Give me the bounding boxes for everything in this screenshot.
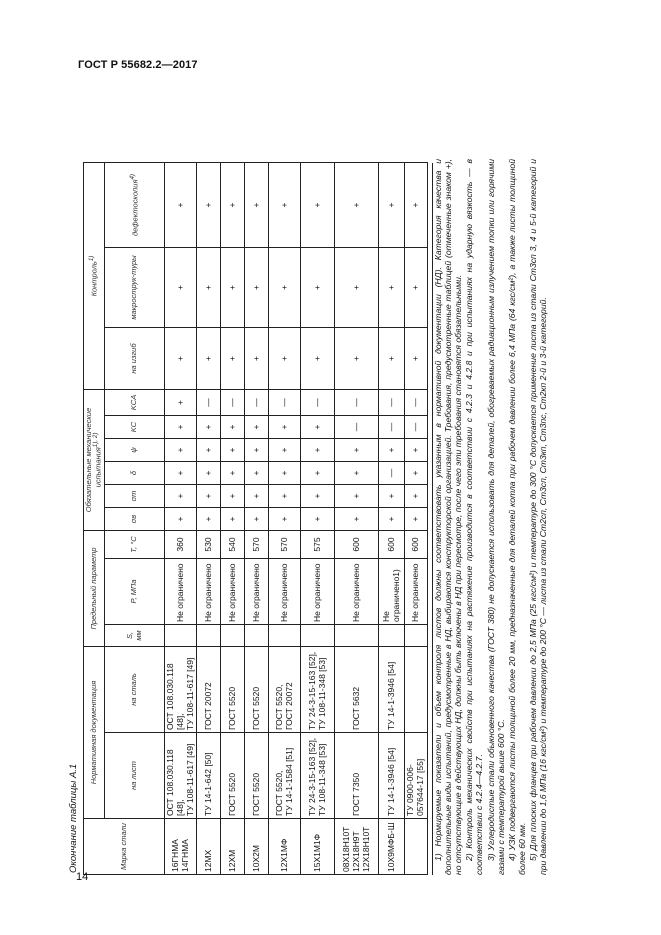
- cell-kca: —: [379, 390, 405, 416]
- cell-macro: +: [379, 248, 405, 328]
- cell-kc: +: [165, 416, 197, 439]
- cell-sv: +: [301, 508, 335, 531]
- table-row: [197, 163, 221, 875]
- document-code: ГОСТ Р 55682.2—2017: [78, 59, 198, 71]
- cell-st: +: [165, 485, 197, 508]
- cell-psi: +: [405, 439, 428, 462]
- cell-st: +: [245, 485, 269, 508]
- cell-sv: +: [197, 508, 221, 531]
- cell-t: 600: [335, 531, 379, 559]
- col-s: S, мм: [105, 625, 165, 647]
- cell-st: +: [197, 485, 221, 508]
- col-st: σт: [105, 485, 165, 508]
- cell-sheet: ГОСТ 5520: [221, 733, 245, 819]
- cell-sv: +: [335, 508, 379, 531]
- cell-p: Не ограничено: [245, 559, 269, 625]
- table-row: [221, 163, 245, 875]
- cell-t: 575: [301, 531, 335, 559]
- cell-steel: ГОСТ 5520, ГОСТ 20072: [269, 647, 301, 733]
- cell-t: 570: [245, 531, 269, 559]
- cell-bend: +: [405, 328, 428, 390]
- cell-grade: 16ГНМА 14ГНМА: [165, 819, 197, 875]
- cell-steel: ГОСТ 5520: [245, 647, 269, 733]
- cell-sv: +: [405, 508, 428, 531]
- cell-defect: +: [269, 163, 301, 248]
- footnote: 3) Углеродистые стали обыкновенного качества (ГОСТ 380) не допускается использовать для деталей, обогреваемых радиационным излучением топки или горячими газами с температурой выше 600 °С.: [485, 159, 506, 875]
- notes-list: [433, 159, 549, 875]
- cell-kc: —: [379, 416, 405, 439]
- col-defect: [105, 163, 165, 248]
- cell-steel: ГОСТ 20072: [197, 647, 221, 733]
- cell-bend: +: [165, 328, 197, 390]
- cell-kca: —: [197, 390, 221, 416]
- cell-kca: —: [269, 390, 301, 416]
- cell-macro: +: [335, 248, 379, 328]
- cell-sheet: ТУ 14-1-642 [50]: [197, 733, 221, 819]
- cell-t: 600: [379, 531, 405, 559]
- cell-grade: 10Х9МФБ-Ш: [379, 819, 405, 875]
- cell-psi: +: [379, 439, 405, 462]
- control-label: Контроль: [89, 261, 99, 297]
- cell-p: Не ограничено: [301, 559, 335, 625]
- cell-psi: +: [221, 439, 245, 462]
- cell-s: [379, 625, 405, 647]
- col-kc: KC: [105, 416, 165, 439]
- cell-kca: —: [221, 390, 245, 416]
- cell-grade: 10Х2М: [245, 819, 269, 875]
- cell-kc: +: [245, 416, 269, 439]
- cell-d: +: [301, 462, 335, 485]
- cell-sheet: ТУ 0900-006-057644-17 [55]: [405, 733, 428, 819]
- cell-st: +: [335, 485, 379, 508]
- cell-bend: +: [269, 328, 301, 390]
- col-t: T, °C: [105, 531, 165, 559]
- cell-s: [221, 625, 245, 647]
- col-normdoc: Нормативная документация: [84, 647, 105, 819]
- cell-macro: +: [165, 248, 197, 328]
- cell-s: [165, 625, 197, 647]
- footnotes: [432, 159, 549, 875]
- cell-steel: ГОСТ 5632: [335, 647, 379, 733]
- defect-label: дефектоскопия: [130, 179, 140, 237]
- cell-psi: +: [245, 439, 269, 462]
- defect-sup: 4): [128, 173, 136, 180]
- cell-kca: +: [165, 390, 197, 416]
- cell-kc: +: [197, 416, 221, 439]
- cell-sheet: ОСТ 108.030.118 [48], ТУ 108-11-617 [49]: [165, 733, 197, 819]
- cell-defect: +: [379, 163, 405, 248]
- cell-grade: 12МХ: [197, 819, 221, 875]
- col-limit: Предельный параметр: [84, 531, 105, 647]
- footnote: 2) Контроль механических свойств при испытаниях на растяжение производится в соответствии с 4.2.3 и 4.2.8 и при испытаниях на ударную вязкость — в соответствии с 4.2.4—4.2.7.: [464, 159, 485, 875]
- cell-kc: +: [221, 416, 245, 439]
- cell-t: 570: [269, 531, 301, 559]
- mech-sup: 1), 2): [92, 432, 100, 448]
- cell-p: Не ограничено: [335, 559, 379, 625]
- cell-d: —: [379, 462, 405, 485]
- cell-st: +: [379, 485, 405, 508]
- cell-defect: +: [197, 163, 221, 248]
- cell-sv: +: [245, 508, 269, 531]
- cell-bend: +: [379, 328, 405, 390]
- cell-p: Не ограничено: [269, 559, 301, 625]
- cell-s: [405, 625, 428, 647]
- cell-bend: +: [221, 328, 245, 390]
- cell-steel: [405, 647, 428, 733]
- cell-kc: —: [405, 416, 428, 439]
- col-on-sheet: на лист: [105, 733, 165, 819]
- table-caption: Окончание таблицы А.1: [68, 763, 79, 873]
- cell-defect: +: [301, 163, 335, 248]
- cell-d: +: [245, 462, 269, 485]
- col-psi: ψ: [105, 439, 165, 462]
- cell-grade: [405, 819, 428, 875]
- footnote: 4) УЗК подвергаются листы толщиной более 20 мм, предназначенные для деталей котла при рабочем давлении более 6,4 МПа (64 кгс/см²), а также листы толщиной более 60 мм.: [506, 159, 527, 875]
- col-on-steel: на сталь: [105, 647, 165, 733]
- table-row: [335, 163, 379, 875]
- cell-steel: ТУ 14-1-3946 [54]: [379, 647, 405, 733]
- page-number: 14: [76, 871, 89, 883]
- table-row: [165, 163, 197, 875]
- table-row: [301, 163, 335, 875]
- cell-kca: —: [335, 390, 379, 416]
- cell-s: [197, 625, 221, 647]
- table-row: [379, 163, 405, 875]
- cell-kc: +: [269, 416, 301, 439]
- cell-st: +: [405, 485, 428, 508]
- cell-st: +: [301, 485, 335, 508]
- col-mech: [84, 390, 105, 531]
- rotated-page-content: [68, 95, 590, 875]
- cell-d: +: [197, 462, 221, 485]
- col-delta: δ: [105, 462, 165, 485]
- cell-psi: +: [165, 439, 197, 462]
- table-row: [269, 163, 301, 875]
- cell-steel: ГОСТ 5520: [221, 647, 245, 733]
- mech-label: Обязательные механические испытания: [84, 407, 103, 513]
- col-bend: на изгиб: [105, 328, 165, 390]
- cell-defect: +: [335, 163, 379, 248]
- cell-d: +: [221, 462, 245, 485]
- col-sv: σв: [105, 508, 165, 531]
- cell-sheet: ГОСТ 5520: [245, 733, 269, 819]
- cell-p: Не ограничено1): [379, 559, 405, 625]
- cell-macro: +: [245, 248, 269, 328]
- cell-kca: —: [405, 390, 428, 416]
- table-body: [165, 163, 428, 875]
- cell-t: 530: [197, 531, 221, 559]
- cell-st: +: [269, 485, 301, 508]
- cell-bend: +: [301, 328, 335, 390]
- cell-d: +: [269, 462, 301, 485]
- col-macro: макрострук-туры: [105, 248, 165, 328]
- cell-sv: +: [221, 508, 245, 531]
- cell-st: +: [221, 485, 245, 508]
- cell-sheet: ГОСТ 5520, ТУ 14-1-1584 [51]: [269, 733, 301, 819]
- cell-macro: +: [301, 248, 335, 328]
- cell-defect: +: [245, 163, 269, 248]
- cell-macro: +: [405, 248, 428, 328]
- cell-macro: +: [269, 248, 301, 328]
- cell-p: Не ограничено: [165, 559, 197, 625]
- cell-d: +: [335, 462, 379, 485]
- cell-defect: +: [165, 163, 197, 248]
- cell-bend: +: [197, 328, 221, 390]
- cell-kc: +: [301, 416, 335, 439]
- cell-t: 540: [221, 531, 245, 559]
- steel-grades-table: [83, 162, 428, 875]
- cell-d: +: [405, 462, 428, 485]
- table-row: [405, 163, 428, 875]
- cell-steel: ОСТ 108.030.118 [48], ТУ 108-11-617 [49]: [165, 647, 197, 733]
- cell-sv: +: [165, 508, 197, 531]
- col-grade: Марка стали: [84, 819, 165, 875]
- cell-macro: +: [197, 248, 221, 328]
- cell-macro: +: [221, 248, 245, 328]
- cell-t: 360: [165, 531, 197, 559]
- footnote: 1) Нормируемые показатели и объем контроля листов должны соответствовать указанным в нормативной документации (НД). Категория качества и дополнительные виды испытаний, предусмотренные в НД, выбираются конструкторской организацией. Требования, предусмотренные таблицей (отмеченные знаком +), но отсутствующие в действующих НД, должны быть включены в НД при пересмотре, после чего эти требования становятся обязательными.: [432, 159, 464, 875]
- cell-grade: 15Х1М1Ф: [301, 819, 335, 875]
- cell-psi: +: [335, 439, 379, 462]
- col-control: [84, 163, 105, 390]
- cell-s: [245, 625, 269, 647]
- cell-kca: —: [301, 390, 335, 416]
- cell-defect: +: [221, 163, 245, 248]
- col-p: P, МПа: [105, 559, 165, 625]
- cell-grade: 12ХМ: [221, 819, 245, 875]
- cell-grade: 08Х18Н10Т 12Х18Н9Т 12Х18Н10Т: [335, 819, 379, 875]
- cell-bend: +: [245, 328, 269, 390]
- table-row: [245, 163, 269, 875]
- cell-d: +: [165, 462, 197, 485]
- cell-psi: +: [269, 439, 301, 462]
- cell-sv: +: [379, 508, 405, 531]
- cell-sv: +: [269, 508, 301, 531]
- cell-grade: 12Х1МФ: [269, 819, 301, 875]
- cell-kc: —: [335, 416, 379, 439]
- cell-sheet: ТУ 24-3-15-163 [52], ТУ 108-11-348 [53]: [301, 733, 335, 819]
- col-kca: KCA: [105, 390, 165, 416]
- cell-s: [269, 625, 301, 647]
- cell-bend: +: [335, 328, 379, 390]
- cell-p: Не ограничено: [197, 559, 221, 625]
- footnote: 5) Для плоских фланцев при рабочем давлении до 2,5 МПа (25 кгс/см²) и температуре до 300 °С допускается применение листа из стали Ст3сп 3, 4 и 5-й категорий и при давлении до 1,6 МПа (16 кгс/см²) и температуре до 200 °С — листа из стали Ст2сп, Ст3сп, Ст3кп, Ст3пс, Ст2кп 2-й и 3-й категорий.: [528, 159, 549, 875]
- cell-defect: +: [405, 163, 428, 248]
- cell-sheet: ТУ 14-1-3946 [54]: [379, 733, 405, 819]
- cell-psi: +: [301, 439, 335, 462]
- control-sup: 1): [88, 255, 96, 262]
- cell-p: Не ограничено: [221, 559, 245, 625]
- cell-kca: —: [245, 390, 269, 416]
- cell-sheet: ГОСТ 7350: [335, 733, 379, 819]
- cell-p: Не ограничено: [405, 559, 428, 625]
- cell-s: [335, 625, 379, 647]
- cell-steel: ТУ 24-3-15-163 [52], ТУ 108-11-348 [53]: [301, 647, 335, 733]
- cell-psi: +: [197, 439, 221, 462]
- cell-t: 600: [405, 531, 428, 559]
- cell-s: [301, 625, 335, 647]
